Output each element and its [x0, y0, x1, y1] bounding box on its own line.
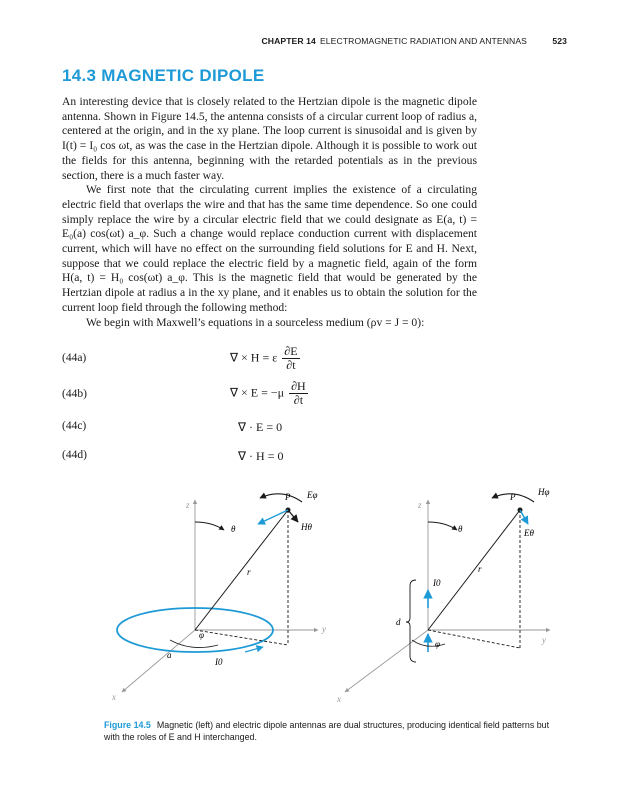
equation-44d: ∇ · H = 0 — [238, 449, 284, 463]
left-a-label: a — [167, 650, 172, 660]
right-I0-label: I0 — [433, 578, 441, 588]
left-E-phi-arrow — [260, 494, 302, 502]
equation-44a-denominator: ∂t — [286, 358, 296, 372]
body-text — [62, 95, 477, 330]
equation-44a-numerator: ∂E — [284, 344, 298, 358]
equation-44b-number: (44b) — [62, 388, 87, 400]
equation-44a-lhs: ∇ × H = ε — [230, 350, 278, 365]
right-diagram-electric-dipole — [336, 487, 550, 704]
paragraph-1: An interesting device that is closely related to the Hertzian dipole is the magnetic dipole antenna. Shown in Figure 14.5, the antenna consists of a circular current loop of radius a, centered at the origin, and in the xy plane. The loop current is sinusoidal and is given by I(t) = I₀ cos ωt, as was the case in the Hertzian dipole. Although it is possible to work out the fields for this antenna, beginning with the retarded potentials as in the previous section, there is a much faster way. — [62, 95, 477, 182]
left-x-axis — [122, 630, 195, 692]
equation-44b-denominator: ∂t — [293, 393, 304, 407]
left-E-phi-label: Eφ — [307, 490, 318, 500]
right-E-theta-arrow — [520, 510, 528, 524]
left-x-label: x — [112, 692, 116, 702]
equation-44c: ∇ · E = 0 — [238, 420, 283, 434]
left-z-label: z — [186, 500, 190, 510]
left-I0-label: I0 — [215, 657, 223, 667]
equation-44b-lhs: ∇ × E = −μ — [230, 385, 285, 400]
page-number: 523 — [552, 36, 567, 46]
chapter-heading — [261, 36, 527, 46]
right-phi-label: φ — [435, 639, 440, 649]
left-H-theta-label: Hθ — [301, 522, 312, 532]
right-r-label: r — [478, 564, 482, 574]
figure-caption-label: Figure 14.5 — [104, 720, 151, 730]
figure-14-5 — [100, 480, 570, 705]
left-diagram-magnetic-dipole — [111, 490, 326, 702]
right-y-label: y — [542, 635, 546, 645]
chapter-title: ELECTROMAGNETIC RADIATION AND ANTENNAS — [319, 36, 527, 46]
left-theta-label: θ — [231, 524, 236, 534]
left-y-label: y — [322, 624, 326, 634]
right-radius-line — [428, 510, 520, 630]
section-title: 14.3 MAGNETIC DIPOLE — [62, 66, 265, 85]
right-P-label: P — [510, 492, 516, 502]
left-blue-tangent-arrow — [258, 510, 288, 524]
loop-current-arrow — [245, 647, 263, 652]
right-H-phi-label: Hφ — [538, 487, 550, 497]
dipole-length-brace — [406, 580, 416, 662]
left-P-label: P — [285, 492, 291, 502]
equation-44c-number: (44c) — [62, 420, 87, 432]
chapter-label: CHAPTER 14 — [261, 36, 316, 46]
equation-44d-number: (44d) — [62, 449, 87, 461]
equation-44a-number: (44a) — [62, 352, 87, 364]
paragraph-2: We first note that the circulating current implies the existence of a circulating electric field that overlaps the wire and that has the same time dependence. So one could simply replace the wire by a circular electric field that we could designate as E(a, t) = E₀(a) cos(ωt) a_φ. Such a change would replace conduction current with displacement current, which will have no effect on the surrounding field solutions for E and H. Next, suppose that we could replace the electric field by a magnetic field, again of the form H(a, t) = H₀ cos(ωt) a_φ. This is the magnetic field that would be generated by the Hertzian dipole at radius a in the xy plane, and it enables us to obtain the solution for the current loop field through the following method: — [62, 183, 477, 314]
right-x-axis — [345, 630, 428, 692]
equation-44b-numerator: ∂H — [291, 379, 306, 393]
right-theta-label: θ — [458, 524, 463, 534]
left-H-theta-arrow — [288, 510, 298, 522]
left-r-label: r — [247, 567, 251, 577]
paragraph-3: We begin with Maxwell’s equations in a sourceless medium (ρv = J = 0): — [86, 315, 425, 329]
right-d-label: d — [396, 617, 401, 627]
figure-caption-text: Magnetic (left) and electric dipole antennas are dual structures, producing identical field patterns but with the roles of E and H interchanged. — [104, 720, 550, 742]
right-x-label: x — [337, 694, 341, 704]
left-phi-arc — [170, 640, 218, 648]
left-theta-arc — [195, 522, 224, 530]
left-dashed-projection — [195, 630, 288, 645]
figure-caption — [104, 719, 564, 743]
right-E-theta-label: Eθ — [524, 528, 534, 538]
left-phi-label: φ — [199, 630, 204, 640]
right-theta-arc — [428, 522, 457, 530]
right-z-label: z — [418, 500, 422, 510]
